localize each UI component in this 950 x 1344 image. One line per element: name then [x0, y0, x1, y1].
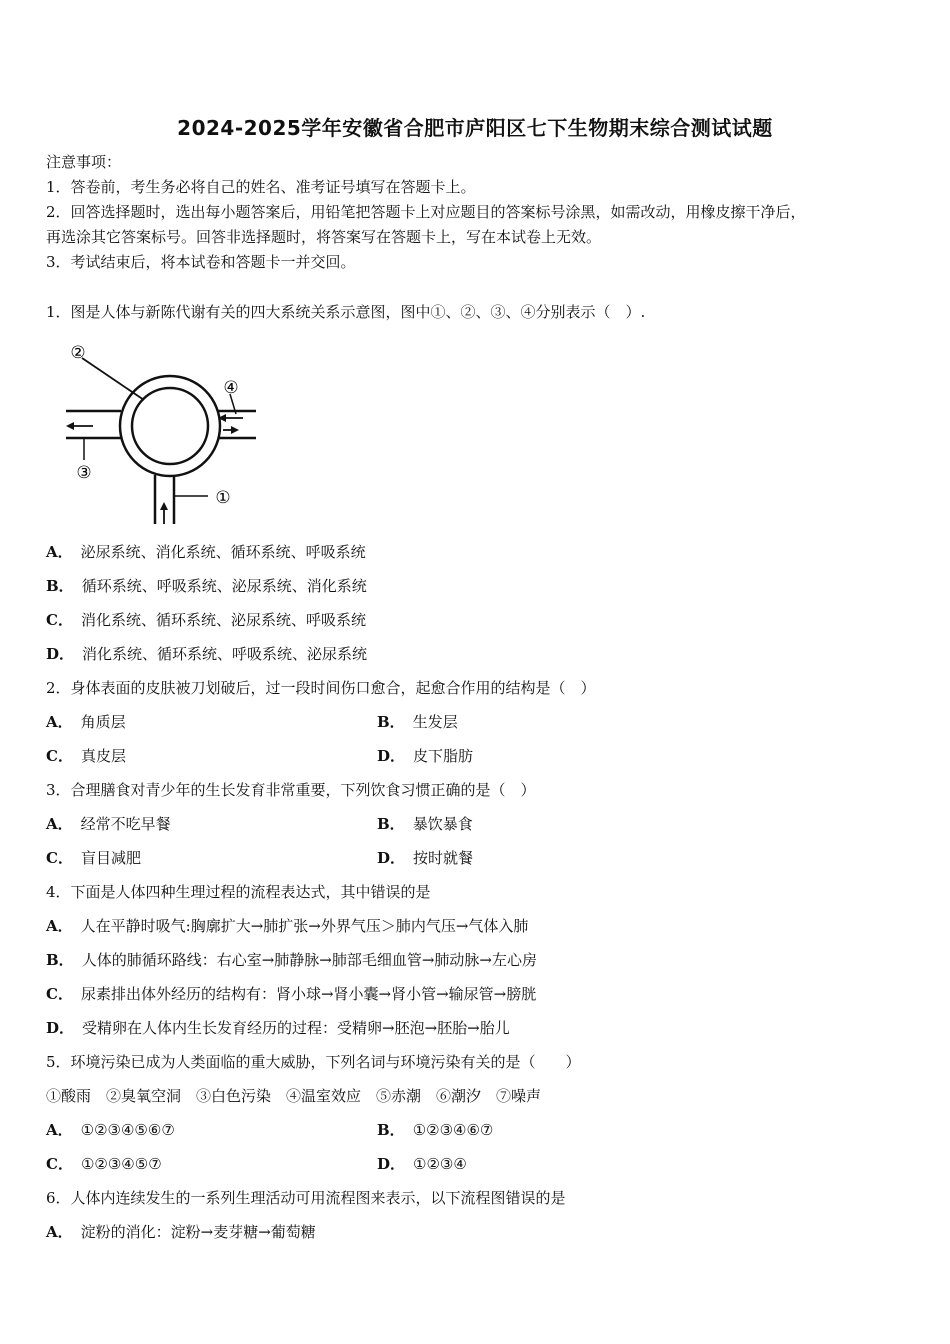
question-4-option-c: C． 尿素排出体外经历的结构有：肾小球→肾小囊→肾小管→输尿管→膀胱	[46, 985, 537, 1003]
question-2-stem: 2．身体表面的皮肤被刀划破后，过一段时间伤口愈合，起愈合作用的结构是（ ）	[46, 679, 596, 697]
question-5-option-b: B． ①②③④⑥⑦	[377, 1121, 494, 1139]
notice-item: 2．回答选择题时，选出每小题答案后，用铅笔把答题卡上对应题目的答案标号涂黑，如需改动，用橡皮擦干净后，	[46, 203, 806, 221]
question-1-stem: 1．图是人体与新陈代谢有关的四大系统关系示意图，图中①、②、③、④分别表示（ ）.	[46, 303, 646, 321]
question-2-option-a: A． 角质层	[46, 713, 126, 731]
page-title: 2024-2025学年安徽省合肥市庐阳区七下生物期末综合测试试题	[177, 116, 773, 140]
diagram-label-4: ④	[223, 378, 239, 398]
question-1-option-a: A． 泌尿系统、消化系统、循环系统、呼吸系统	[46, 543, 366, 561]
question-5-stem: 5．环境污染已成为人类面临的重大威胁，下列名词与环境污染有关的是（ ）	[46, 1053, 581, 1071]
question-1-option-b: B． 循环系统、呼吸系统、泌尿系统、消化系统	[46, 577, 367, 595]
question-3-option-a: A． 经常不吃早餐	[46, 815, 171, 833]
question-4-stem: 4．下面是人体四种生理过程的流程表达式，其中错误的是	[46, 883, 431, 901]
question-5-terms: ①酸雨 ②臭氧空洞 ③白色污染 ④温室效应 ⑤赤潮 ⑥潮汐 ⑦噪声	[46, 1087, 542, 1105]
out-arrow-icon	[231, 426, 239, 434]
question-3-stem: 3．合理膳食对青少年的生长发育非常重要，下列饮食习惯正确的是（ ）	[46, 781, 536, 799]
question-4-option-b: B． 人体的肺循环路线：右心室→肺静脉→肺部毛细血管→肺动脉→左心房	[46, 951, 537, 969]
up-arrow-icon	[160, 502, 168, 510]
question-6-stem: 6．人体内连续发生的一系列生理活动可用流程图来表示，以下流程图错误的是	[46, 1189, 566, 1207]
question-5-option-a: A． ①②③④⑤⑥⑦	[46, 1121, 175, 1139]
notice-item: 1．答卷前，考生务必将自己的姓名、准考证号填写在答题卡上。	[46, 178, 476, 196]
diagram-label-2: ②	[70, 343, 86, 363]
notice-item: 再选涂其它答案标号。回答非选择题时，将答案写在答题卡上，写在本试卷上无效。	[46, 228, 602, 246]
left-arrow-icon	[66, 422, 74, 430]
question-3-option-d: D． 按时就餐	[377, 849, 474, 867]
question-4-option-a: A． 人在平静时吸气:胸廓扩大→肺扩张→外界气压＞肺内气压→气体入肺	[46, 917, 529, 935]
question-5-option-d: D． ①②③④	[377, 1155, 467, 1173]
question-4-option-d: D． 受精卵在人体内生长发育经历的过程：受精卵→胚泡→胚胎→胎儿	[46, 1019, 510, 1037]
diagram-label-1: ①	[215, 488, 231, 508]
question-2-option-d: D． 皮下脂肪	[377, 747, 474, 765]
question-5-option-c: C． ①②③④⑤⑦	[46, 1155, 162, 1173]
diagram-label-3: ③	[76, 463, 92, 483]
question-1-option-d: D． 消化系统、循环系统、呼吸系统、泌尿系统	[46, 645, 368, 663]
notice-heading: 注意事项：	[46, 153, 122, 171]
notice-section	[46, 150, 906, 275]
question-3-option-c: C． 盲目减肥	[46, 849, 141, 867]
question-3-option-b: B． 暴饮暴食	[377, 815, 473, 833]
metabolism-systems-diagram	[58, 338, 258, 528]
question-6-option-a: A． 淀粉的消化：淀粉→麦芽糖→葡萄糖	[46, 1223, 316, 1241]
question-2-option-b: B． 生发层	[377, 713, 458, 731]
question-2-option-c: C． 真皮层	[46, 747, 126, 765]
notice-item: 3．考试结束后，将本试卷和答题卡一并交回。	[46, 253, 356, 271]
diagram-outer-ring	[120, 376, 220, 476]
question-1-option-c: C． 消化系统、循环系统、泌尿系统、呼吸系统	[46, 611, 366, 629]
